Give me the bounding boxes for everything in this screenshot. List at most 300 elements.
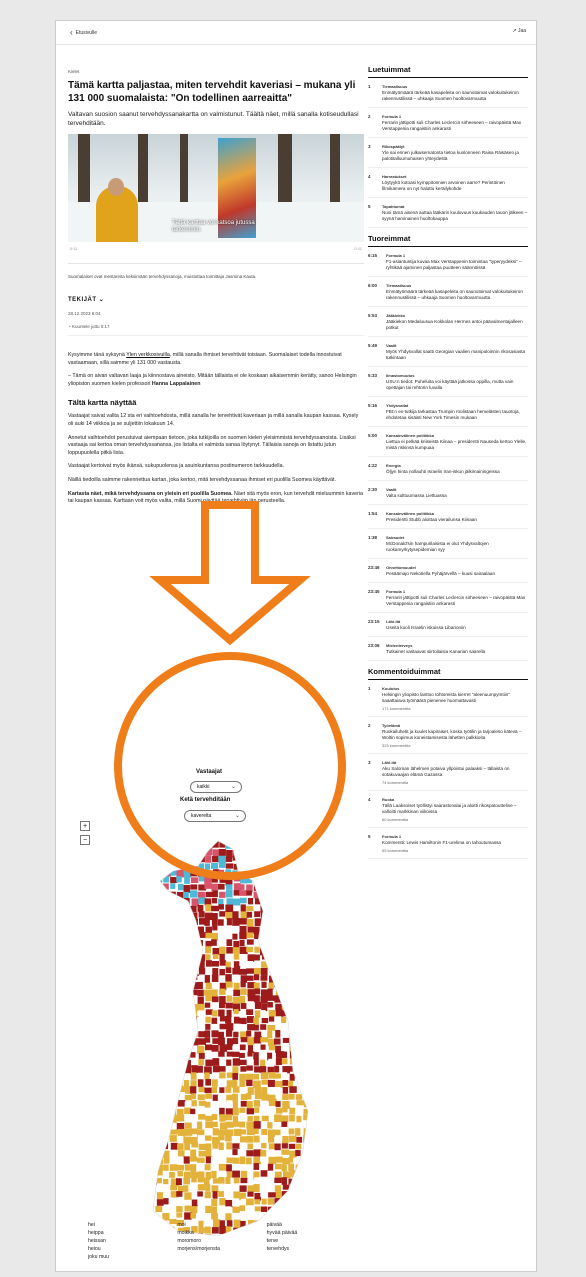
map-region[interactable]: [268, 905, 274, 913]
map-region[interactable]: [274, 940, 281, 946]
map-region[interactable]: [289, 919, 294, 924]
map-region[interactable]: [169, 990, 177, 997]
map-region[interactable]: [234, 1214, 241, 1220]
map-region[interactable]: [226, 926, 231, 932]
map-region[interactable]: [149, 841, 155, 847]
map-region[interactable]: [227, 933, 233, 939]
map-region[interactable]: [246, 1198, 254, 1205]
map-region[interactable]: [296, 849, 302, 854]
map-region[interactable]: [290, 1058, 298, 1064]
map-region[interactable]: [304, 990, 309, 995]
map-region[interactable]: [150, 911, 155, 919]
map-region[interactable]: [225, 954, 232, 961]
map-region[interactable]: [268, 920, 276, 926]
map-region[interactable]: [303, 1149, 308, 1155]
map-region[interactable]: [192, 862, 198, 868]
map-region[interactable]: [163, 912, 170, 920]
map-region[interactable]: [177, 990, 183, 997]
list-item[interactable]: [368, 253, 528, 277]
map-region[interactable]: [225, 1213, 231, 1220]
map-region[interactable]: [218, 884, 225, 890]
map-region[interactable]: [261, 849, 266, 857]
map-region[interactable]: [156, 996, 163, 1002]
map-region[interactable]: [211, 1002, 219, 1009]
map-region[interactable]: [176, 1213, 182, 1218]
map-region[interactable]: [156, 940, 162, 947]
map-region[interactable]: [219, 1003, 225, 1008]
map-region[interactable]: [282, 920, 289, 927]
map-region[interactable]: [184, 911, 190, 917]
map-region[interactable]: [297, 1011, 305, 1016]
list-item[interactable]: [368, 84, 528, 108]
map-region[interactable]: [310, 927, 316, 933]
map-region[interactable]: [310, 843, 318, 848]
map-region[interactable]: [183, 1010, 190, 1016]
map-region[interactable]: [304, 891, 311, 897]
map-region[interactable]: [156, 855, 163, 861]
map-region[interactable]: [239, 1053, 245, 1058]
map-region[interactable]: [262, 884, 269, 890]
map-region[interactable]: [156, 1143, 162, 1150]
map-region[interactable]: [225, 1200, 232, 1207]
map-region[interactable]: [171, 856, 176, 862]
map-region[interactable]: [155, 968, 162, 975]
map-region[interactable]: [156, 1045, 161, 1050]
map-region[interactable]: [164, 1205, 170, 1210]
inline-link[interactable]: Ylen verkkosivuilla: [126, 352, 170, 358]
map-region[interactable]: [163, 1184, 171, 1191]
map-region[interactable]: [178, 974, 186, 979]
map-region[interactable]: [219, 1044, 227, 1052]
map-region[interactable]: [254, 1037, 261, 1043]
map-region[interactable]: [260, 1157, 267, 1162]
map-region[interactable]: [163, 1192, 170, 1197]
map-region[interactable]: [164, 1198, 169, 1204]
map-region[interactable]: [261, 976, 268, 981]
map-region[interactable]: [262, 1018, 269, 1023]
map-region[interactable]: [289, 961, 296, 967]
list-item[interactable]: [368, 433, 528, 457]
map-region[interactable]: [183, 1178, 190, 1185]
map-region[interactable]: [170, 1066, 178, 1073]
map-region[interactable]: [219, 892, 225, 898]
map-region[interactable]: [246, 932, 253, 938]
map-region[interactable]: [211, 913, 217, 919]
map-region[interactable]: [303, 968, 310, 973]
map-region[interactable]: [311, 1087, 318, 1095]
map-region[interactable]: [177, 1143, 183, 1150]
map-region[interactable]: [282, 1080, 288, 1086]
video-controls[interactable]: [68, 242, 364, 264]
map-region[interactable]: [281, 926, 287, 931]
list-item[interactable]: [368, 283, 528, 307]
map-region[interactable]: [225, 905, 233, 913]
map-region[interactable]: [199, 968, 205, 975]
map-region[interactable]: [268, 934, 274, 941]
map-region[interactable]: [170, 1164, 178, 1171]
map-region[interactable]: [246, 968, 254, 973]
map-region[interactable]: [197, 982, 203, 989]
map-region[interactable]: [282, 1214, 289, 1221]
map-region[interactable]: [164, 1016, 170, 1023]
map-region[interactable]: [246, 1074, 253, 1080]
map-region[interactable]: [275, 1030, 280, 1038]
map-region[interactable]: [247, 1178, 253, 1184]
map-region[interactable]: [260, 1010, 265, 1016]
map-region[interactable]: [199, 863, 205, 870]
map-region[interactable]: [261, 856, 266, 861]
map-region[interactable]: [254, 1107, 259, 1113]
map-region[interactable]: [218, 870, 224, 876]
map-region[interactable]: [149, 1191, 154, 1198]
map-region[interactable]: [218, 1191, 224, 1197]
map-region[interactable]: [253, 1184, 259, 1192]
map-region[interactable]: [156, 1186, 162, 1191]
map-region[interactable]: [297, 919, 304, 926]
map-region[interactable]: [254, 869, 262, 876]
map-region[interactable]: [163, 961, 169, 967]
map-region[interactable]: [261, 925, 269, 931]
map-region[interactable]: [260, 1024, 266, 1030]
map-region[interactable]: [239, 961, 246, 966]
map-region[interactable]: [225, 1087, 231, 1093]
map-region[interactable]: [275, 856, 282, 864]
map-region[interactable]: [304, 1128, 311, 1136]
map-region[interactable]: [156, 920, 163, 925]
map-region[interactable]: [267, 995, 275, 1000]
map-region[interactable]: [289, 1136, 296, 1142]
map-region[interactable]: [239, 954, 245, 960]
map-region[interactable]: [282, 954, 290, 961]
map-region[interactable]: [164, 1115, 170, 1121]
map-region[interactable]: [296, 961, 301, 966]
map-region[interactable]: [254, 1199, 260, 1204]
map-region[interactable]: [276, 1101, 281, 1107]
map-region[interactable]: [157, 1080, 163, 1087]
map-region[interactable]: [274, 1114, 282, 1122]
map-region[interactable]: [191, 954, 199, 960]
map-region[interactable]: [192, 947, 198, 955]
map-region[interactable]: [212, 1114, 218, 1120]
map-region[interactable]: [176, 876, 182, 882]
map-region[interactable]: [226, 890, 233, 897]
map-region[interactable]: [283, 939, 289, 946]
map-region[interactable]: [275, 920, 283, 927]
map-region[interactable]: [239, 1018, 246, 1025]
map-region[interactable]: [310, 899, 317, 907]
map-region[interactable]: [309, 904, 315, 911]
map-region[interactable]: [241, 1003, 246, 1009]
map-region[interactable]: [163, 1171, 169, 1176]
map-region[interactable]: [296, 955, 302, 963]
map-region[interactable]: [254, 1116, 260, 1121]
map-region[interactable]: [191, 856, 198, 861]
map-region[interactable]: [205, 1044, 212, 1050]
map-region[interactable]: [246, 1009, 253, 1015]
map-region[interactable]: [274, 1038, 281, 1044]
map-region[interactable]: [254, 1100, 260, 1107]
map-region[interactable]: [254, 848, 261, 854]
map-region[interactable]: [268, 1198, 274, 1204]
map-region[interactable]: [198, 1031, 205, 1037]
map-region[interactable]: [295, 1060, 303, 1067]
map-region[interactable]: [233, 1191, 239, 1198]
map-region[interactable]: [190, 1086, 196, 1093]
map-region[interactable]: [155, 1101, 161, 1108]
article-category[interactable]: Kielet: [68, 69, 80, 74]
map-region[interactable]: [157, 1122, 162, 1128]
map-region[interactable]: [212, 961, 219, 967]
map-region[interactable]: [253, 1129, 258, 1134]
map-region[interactable]: [163, 919, 168, 926]
map-region[interactable]: [212, 856, 219, 862]
map-region[interactable]: [268, 982, 273, 989]
list-item[interactable]: [368, 535, 528, 559]
map-region[interactable]: [289, 1004, 294, 1009]
map-region[interactable]: [156, 1024, 164, 1030]
map-region[interactable]: [276, 927, 282, 932]
map-region[interactable]: [178, 884, 184, 890]
map-region[interactable]: [184, 960, 189, 968]
map-region[interactable]: [276, 878, 282, 885]
map-region[interactable]: [163, 1058, 168, 1065]
map-region[interactable]: [211, 1108, 217, 1115]
map-region[interactable]: [261, 878, 267, 885]
map-region[interactable]: [170, 1009, 176, 1015]
map-region[interactable]: [164, 926, 169, 934]
map-region[interactable]: [219, 911, 225, 916]
map-region[interactable]: [227, 918, 232, 925]
map-region[interactable]: [275, 870, 282, 878]
map-region[interactable]: [169, 1052, 176, 1059]
map-region[interactable]: [227, 898, 233, 905]
map-region[interactable]: [156, 1087, 163, 1094]
map-region[interactable]: [192, 1192, 198, 1198]
map-region[interactable]: [149, 961, 154, 967]
map-region[interactable]: [183, 1066, 191, 1074]
map-region[interactable]: [267, 1171, 275, 1178]
map-region[interactable]: [303, 954, 310, 959]
map-region[interactable]: [148, 1101, 155, 1108]
map-region[interactable]: [282, 890, 289, 897]
map-region[interactable]: [239, 1122, 245, 1128]
map-region[interactable]: [310, 1108, 317, 1114]
map-region[interactable]: [220, 1024, 227, 1030]
map-region[interactable]: [304, 1016, 310, 1023]
map-region[interactable]: [254, 974, 259, 980]
map-region[interactable]: [191, 927, 196, 933]
map-region[interactable]: [197, 990, 203, 996]
map-region[interactable]: [232, 1149, 237, 1155]
map-region[interactable]: [311, 920, 316, 926]
map-region[interactable]: [225, 1003, 232, 1009]
map-region[interactable]: [239, 1080, 245, 1088]
map-region[interactable]: [185, 981, 192, 988]
map-region[interactable]: [296, 939, 301, 946]
map-region[interactable]: [282, 877, 288, 883]
map-region[interactable]: [197, 1108, 203, 1113]
map-region[interactable]: [225, 1186, 233, 1192]
map-region[interactable]: [212, 1185, 219, 1192]
map-region[interactable]: [149, 1080, 154, 1087]
map-region[interactable]: [262, 1101, 268, 1106]
map-region[interactable]: [148, 1158, 155, 1165]
map-region[interactable]: [149, 1053, 154, 1059]
map-region[interactable]: [296, 855, 303, 861]
map-region[interactable]: [246, 1158, 252, 1165]
map-region[interactable]: [170, 1086, 176, 1092]
map-region[interactable]: [213, 1143, 219, 1149]
map-region[interactable]: [246, 961, 253, 969]
map-region[interactable]: [206, 960, 212, 967]
map-region[interactable]: [205, 1184, 210, 1191]
map-region[interactable]: [184, 940, 189, 948]
map-region[interactable]: [268, 1136, 275, 1143]
map-region[interactable]: [205, 1053, 211, 1060]
map-region[interactable]: [269, 1010, 276, 1017]
map-region[interactable]: [233, 1108, 239, 1115]
map-region[interactable]: [297, 1171, 304, 1177]
map-region[interactable]: [233, 842, 239, 848]
map-region[interactable]: [205, 1192, 211, 1198]
map-region[interactable]: [253, 1045, 260, 1051]
map-region[interactable]: [311, 1158, 318, 1164]
map-region[interactable]: [247, 1052, 252, 1057]
map-region[interactable]: [310, 1004, 318, 1010]
map-region[interactable]: [239, 890, 246, 896]
map-region[interactable]: [275, 842, 281, 847]
map-region[interactable]: [226, 1193, 233, 1199]
map-region[interactable]: [170, 975, 177, 981]
list-item[interactable]: [368, 686, 528, 717]
map-region[interactable]: [261, 1213, 267, 1219]
map-region[interactable]: [282, 912, 288, 918]
map-region[interactable]: [304, 960, 310, 966]
map-region[interactable]: [191, 841, 199, 847]
list-item[interactable]: [368, 403, 528, 427]
map-region[interactable]: [178, 947, 184, 954]
map-region[interactable]: [262, 1199, 267, 1205]
map-region[interactable]: [212, 996, 219, 1002]
map-region[interactable]: [178, 968, 185, 974]
map-region[interactable]: [170, 1030, 177, 1037]
map-region[interactable]: [163, 1179, 168, 1184]
map-region[interactable]: [253, 856, 260, 862]
map-region[interactable]: [192, 1115, 199, 1120]
map-region[interactable]: [170, 841, 177, 847]
map-region[interactable]: [309, 1206, 314, 1213]
list-item[interactable]: [368, 373, 528, 397]
map-region[interactable]: [176, 983, 182, 988]
map-region[interactable]: [163, 990, 171, 997]
map-region[interactable]: [288, 1163, 294, 1171]
map-region[interactable]: [192, 1200, 198, 1207]
map-region[interactable]: [205, 1206, 211, 1213]
map-region[interactable]: [295, 1128, 300, 1136]
map-region[interactable]: [296, 905, 302, 913]
map-region[interactable]: [303, 1178, 308, 1184]
map-region[interactable]: [177, 926, 182, 932]
map-region[interactable]: [233, 1045, 241, 1052]
map-region[interactable]: [309, 1137, 316, 1143]
map-region[interactable]: [296, 1108, 303, 1113]
map-region[interactable]: [310, 933, 315, 938]
map-region[interactable]: [289, 877, 297, 884]
map-region[interactable]: [177, 1136, 183, 1143]
map-region[interactable]: [275, 1081, 283, 1088]
map-region[interactable]: [281, 975, 288, 980]
map-region[interactable]: [303, 1213, 310, 1220]
map-region[interactable]: [310, 946, 317, 953]
map-region[interactable]: [204, 990, 212, 996]
map-region[interactable]: [157, 1135, 162, 1141]
map-region[interactable]: [233, 1038, 238, 1044]
map-region[interactable]: [192, 1128, 198, 1134]
map-region[interactable]: [268, 1080, 275, 1087]
map-region[interactable]: [255, 1206, 261, 1211]
map-region[interactable]: [282, 905, 287, 912]
map-region[interactable]: [156, 890, 164, 895]
map-region[interactable]: [177, 1171, 183, 1176]
map-region[interactable]: [191, 1072, 197, 1079]
map-region[interactable]: [275, 933, 281, 940]
map-region[interactable]: [205, 995, 212, 1001]
map-region[interactable]: [170, 1185, 177, 1190]
map-region[interactable]: [163, 1130, 170, 1135]
map-region[interactable]: [205, 1060, 213, 1066]
map-region[interactable]: [170, 904, 176, 911]
map-region[interactable]: [240, 1156, 246, 1164]
map-region[interactable]: [289, 1094, 295, 1100]
map-region[interactable]: [163, 941, 169, 948]
map-region[interactable]: [269, 976, 275, 984]
map-region[interactable]: [255, 843, 262, 850]
map-region[interactable]: [261, 1003, 267, 1011]
map-region[interactable]: [177, 1031, 185, 1037]
map-region[interactable]: [253, 1018, 259, 1025]
map-region[interactable]: [295, 862, 301, 869]
map-region[interactable]: [234, 961, 240, 968]
video-player[interactable]: [68, 134, 364, 242]
map-region[interactable]: [198, 1135, 204, 1142]
map-region[interactable]: [162, 892, 168, 899]
map-region[interactable]: [232, 1073, 238, 1080]
map-region[interactable]: [177, 1037, 185, 1044]
map-region[interactable]: [233, 947, 240, 953]
map-region[interactable]: [282, 1058, 287, 1064]
map-region[interactable]: [149, 1003, 155, 1011]
map-region[interactable]: [192, 969, 197, 975]
map-region[interactable]: [184, 989, 191, 996]
map-region[interactable]: [283, 1185, 289, 1190]
map-region[interactable]: [184, 1073, 190, 1081]
map-region[interactable]: [255, 1002, 261, 1009]
map-region[interactable]: [170, 1135, 177, 1142]
map-region[interactable]: [169, 1198, 176, 1205]
map-region[interactable]: [184, 1206, 191, 1212]
map-region[interactable]: [191, 1080, 197, 1087]
map-region[interactable]: [148, 897, 155, 904]
map-region[interactable]: [185, 1123, 193, 1129]
map-region[interactable]: [302, 940, 309, 948]
map-region[interactable]: [211, 863, 218, 869]
map-region[interactable]: [184, 855, 192, 862]
map-region[interactable]: [149, 863, 156, 870]
map-region[interactable]: [176, 1191, 182, 1197]
map-region[interactable]: [247, 1205, 255, 1210]
map-region[interactable]: [248, 996, 254, 1001]
map-region[interactable]: [275, 1130, 281, 1136]
